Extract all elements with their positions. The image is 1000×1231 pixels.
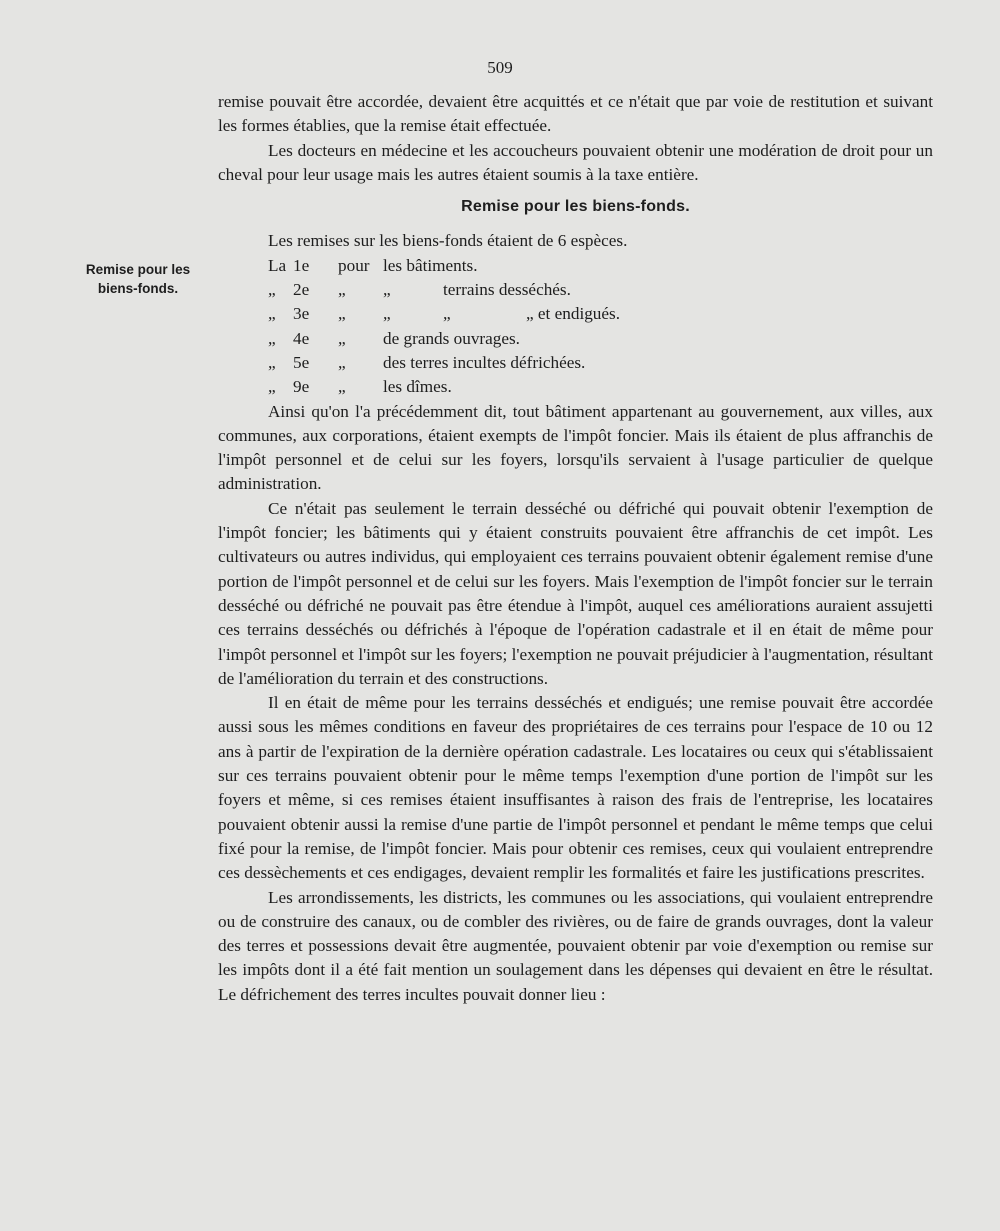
paragraph: Ce n'était pas seulement le terrain desséché ou défriché qui pouvait obtenir l'exemption de l'impôt foncier; les bâtiments qui y étaient construits pouvaient être affranchis de cet impôt. Les cultivateurs ou autres individus, qui employaient ces terrains pouvaient obtenir également remise d'une portion de l'impôt personnel et de celui sur les foyers. Mais l'exemption de l'impôt foncier sur le terrain desséché ou défriché ne pouvait pas être étendue à l'impôt, auquel ces améliorations auraient assujetti ces terrains desséchés ou défrichés à l'époque de l'opération cadastrale et il en était de même pour l'impôt personnel et l'impôt sur les foyers; l'exemption ne pouvait préjudicier à l'augmentation, résultant de l'amélioration du terrain et des constructions. — [218, 498, 933, 688]
list-item: „ 5e „ des terres incultes défrichées. — [268, 352, 586, 372]
remise-list — [218, 254, 933, 400]
list-item: „ 9e „ les dîmes. — [268, 377, 452, 397]
list-item: „ 4e „ de grands ouvrages. — [268, 328, 520, 348]
list-item: La 1e pour les bâtiments. — [268, 255, 478, 275]
intro-paragraph-1: remise pouvait être accordée, devaient être acquittés et ce n'était que par voie de restitution et suivant les formes établies, que la remise était effectuée. — [218, 92, 933, 136]
page-number: 509 — [487, 58, 513, 77]
section-title: Remise pour les biens-fonds. — [461, 198, 690, 216]
paragraph: Ainsi qu'on l'a précédemment dit, tout bâtiment appartenant au gouvernement, aux villes, aux communes, aux corporations, étaient exempts de l'impôt foncier. Mais ils étaient de plus affranchis de l'impôt personnel et de celui sur les foyers, lorsqu'ils servaient à l'usage particulier de quelque administration. — [218, 401, 933, 494]
list-item: „ 3e „ „ „ „ et endigués. — [268, 304, 621, 324]
list-intro: Les remises sur les biens-fonds étaient de 6 espèces. — [268, 231, 628, 251]
list-item: „ 2e „ „ terrains desséchés. — [268, 280, 571, 300]
paragraph: Les arrondissements, les districts, les communes ou les associations, qui voulaient entreprendre ou de construire des canaux, ou de combler des rivières, ou de faire de grands ouvrages, dont la valeur des terres et possessions devait être augmentée, pouvaient obtenir par voie d'exemption ou remise sur les impôts dont il a été fait mention un soulagement dans les dépenses qui devaient en être le résultat. Le défrichement des terres incultes pouvait donner lieu : — [218, 887, 933, 1004]
paragraph: Il en était de même pour les terrains desséchés et endigués; une remise pouvait être accordée aussi sous les mêmes conditions en faveur des propriétaires de ces terrains pour l'espace de 10 ou 12 ans à partir de l'expiration de la dernière opération cadastrale. Les locataires ou ceux qui s'établissaient sur ces terrains pouvaient obtenir pour le même temps l'exemption d'une portion de l'impôt sur les foyers et même, si ces remises étaient insuffisantes à raison des frais de l'entreprise, les locataires pouvaient obtenir aussi la remise d'une partie de l'impôt personnel et pendant le même temps que celui fixé pour la remise, de l'impôt foncier. Mais pour obtenir ces remises, ceux qui voulaient entreprendre ces dessèchements et ces endigages, devaient remplir les formalités et faire les justifications prescrites. — [218, 693, 933, 883]
body-text — [218, 90, 933, 1007]
intro-paragraph-2: Les docteurs en médecine et les accoucheurs pouvaient obtenir une modération de droit pour un cheval pour leur usage mais les autres étaient soumis à la taxe entière. — [218, 140, 933, 184]
margin-note: Remise pour les biens-fonds. — [85, 262, 191, 296]
